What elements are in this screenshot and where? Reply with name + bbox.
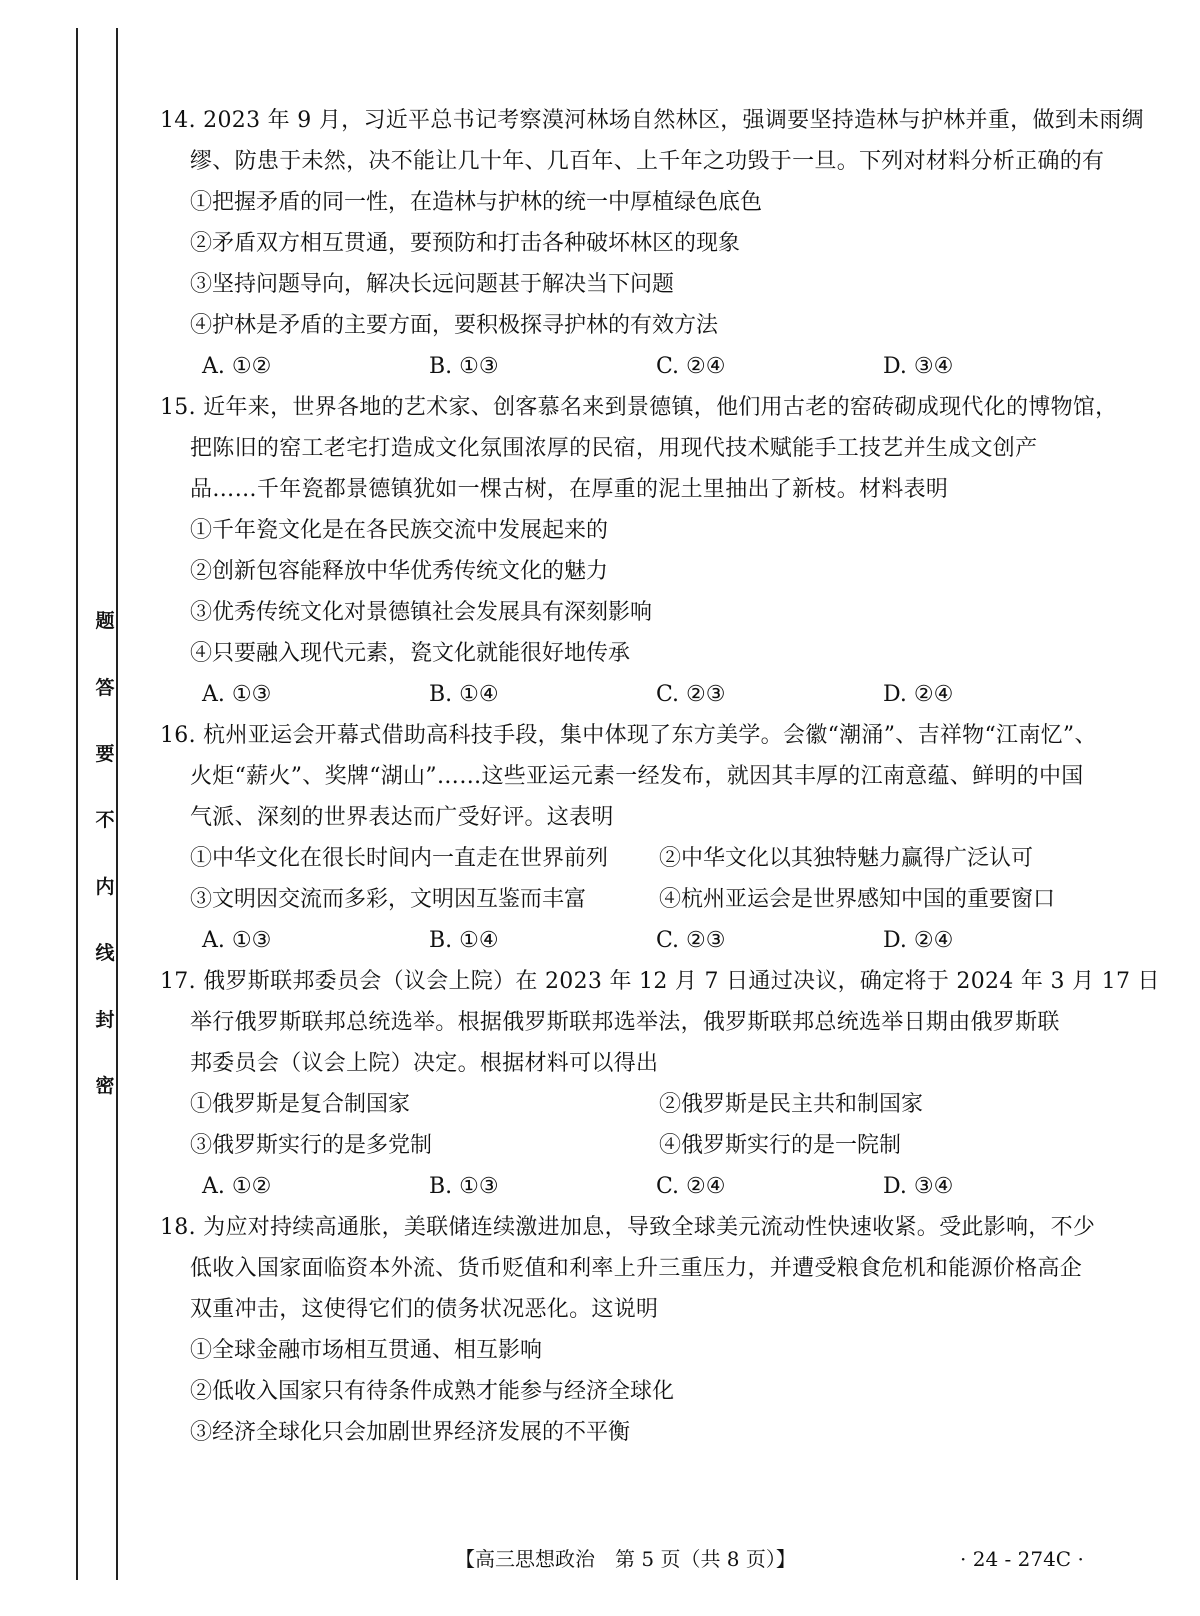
choice-a: A. ①② — [202, 354, 272, 379]
stem-line: 双重冲击，这使得它们的债务状况恶化。这说明 — [190, 1297, 659, 1322]
statement-option: ①把握矛盾的同一性，在造林与护林的统一中厚植绿色底色 — [190, 190, 763, 215]
stem-line: 14. 2023 年 9 月，习近平总书记考察漠河林场自然林区，强调要坚持造林与护林并重，做到未雨绸 — [160, 108, 1144, 133]
stem-line: 气派、深刻的世界表达而广受好评。这表明 — [190, 805, 614, 830]
statement-option: ②中华文化以其独特魅力赢得广泛认可 — [659, 846, 1034, 871]
seal-char: 内 — [95, 876, 115, 898]
choice-b: B. ①④ — [429, 928, 499, 953]
statement-option: ③俄罗斯实行的是多党制 — [190, 1133, 433, 1158]
choice-c: C. ②③ — [656, 928, 726, 953]
choice-d: D. ②④ — [883, 928, 954, 953]
seal-char: 密 — [95, 1075, 115, 1097]
question-list — [160, 100, 1160, 1453]
answer-choices — [160, 920, 1128, 961]
question-stem — [160, 1207, 1128, 1330]
seal-char: 答 — [95, 677, 115, 699]
answer-choices — [160, 674, 1128, 715]
stem-line: 低收入国家面临资本外流、货币贬值和利率上升三重压力，并遭受粮食危机和能源价格高企 — [190, 1256, 1083, 1281]
question-16 — [160, 715, 1128, 961]
seal-char: 封 — [95, 1009, 115, 1031]
stem-line: 把陈旧的窑工老宅打造成文化氛围浓厚的民宿，用现代技术赋能手工技艺并生成文创产 — [190, 436, 1038, 461]
choice-b: B. ①③ — [429, 354, 499, 379]
choice-b: B. ①④ — [429, 682, 499, 707]
statement-option: ①千年瓷文化是在各民族交流中发展起来的 — [190, 518, 609, 543]
question-17 — [160, 961, 1160, 1207]
statement-option: ①全球金融市场相互贯通、相互影响 — [190, 1338, 543, 1363]
statement-option: ①中华文化在很长时间内一直走在世界前列 — [190, 846, 609, 871]
statement-option: ④只要融入现代元素，瓷文化就能很好地传承 — [190, 641, 631, 666]
stem-line: 18. 为应对持续高通胀，美联储连续激进加息，导致全球美元流动性快速收紧。受此影响，不少 — [160, 1215, 1096, 1240]
seal-char: 不 — [95, 809, 115, 831]
statement-option: ③优秀传统文化对景德镇社会发展具有深刻影响 — [190, 600, 653, 625]
seal-char: 题 — [95, 610, 115, 632]
stem-line: 16. 杭州亚运会开幕式借助高科技手段，集中体现了东方美学。会徽“潮涌”、吉祥物“江南忆”、 — [160, 723, 1097, 748]
choice-a: A. ①② — [202, 1174, 272, 1199]
statement-option: ②俄罗斯是民主共和制国家 — [659, 1092, 924, 1117]
choice-d: D. ③④ — [883, 1174, 954, 1199]
stem-line: 15. 近年来，世界各地的艺术家、创客慕名来到景德镇，他们用古老的窑砖砌成现代化的博物馆， — [160, 395, 1118, 420]
choice-c: C. ②④ — [656, 1174, 726, 1199]
seal-char: 要 — [95, 743, 115, 765]
stem-line: 缪、防患于未然，决不能让几十年、几百年、上千年之功毁于一旦。下列对材料分析正确的有 — [190, 149, 1105, 174]
footer-exam-code: · 24 - 274C · — [960, 1547, 1084, 1571]
statement-option: ③文明因交流而多彩，文明因互鉴而丰富 — [190, 887, 587, 912]
statement-option: ④护林是矛盾的主要方面，要积极探寻护林的有效方法 — [190, 313, 719, 338]
statement-option: ②低收入国家只有待条件成熟才能参与经济全球化 — [190, 1379, 675, 1404]
choice-c: C. ②③ — [656, 682, 726, 707]
stem-line: 17. 俄罗斯联邦委员会（议会上院）在 2023 年 12 月 7 日通过决议，确定将于 2024 年 3 月 17 日 — [160, 969, 1160, 994]
answer-choices — [160, 1166, 1128, 1207]
seal-char: 线 — [95, 942, 115, 964]
statement-option: ①俄罗斯是复合制国家 — [190, 1092, 411, 1117]
statement-option: ③经济全球化只会加剧世界经济发展的不平衡 — [190, 1420, 631, 1445]
choice-d: D. ③④ — [883, 354, 954, 379]
statement-option: ④杭州亚运会是世界感知中国的重要窗口 — [659, 887, 1056, 912]
statement-option: ④俄罗斯实行的是一院制 — [659, 1133, 902, 1158]
question-14 — [160, 100, 1144, 387]
statement-option-row — [160, 838, 1128, 879]
statement-option-row — [160, 1084, 1128, 1125]
stem-line: 邦委员会（议会上院）决定。根据材料可以得出 — [190, 1051, 659, 1076]
choice-a: A. ①③ — [202, 928, 272, 953]
question-stem — [160, 715, 1128, 838]
stem-line: 举行俄罗斯联邦总统选举。根据俄罗斯联邦选举法，俄罗斯联邦总统选举日期由俄罗斯联 — [190, 1010, 1060, 1035]
question-stem — [160, 961, 1160, 1084]
statement-option-row — [160, 1125, 1128, 1166]
choice-b: B. ①③ — [429, 1174, 499, 1199]
footer-page-info: 【高三思想政治 第 5 页（共 8 页）】 — [455, 1547, 796, 1571]
question-18 — [160, 1207, 1128, 1453]
question-15 — [160, 387, 1128, 715]
choice-d: D. ②④ — [883, 682, 954, 707]
statement-option: ②矛盾双方相互贯通，要预防和打击各种破坏林区的现象 — [190, 231, 741, 256]
statement-option: ③坚持问题导向，解决长远问题甚于解决当下问题 — [190, 272, 675, 297]
choice-c: C. ②④ — [656, 354, 726, 379]
question-stem — [160, 100, 1144, 182]
question-stem — [160, 387, 1128, 510]
stem-line: 火炬“薪火”、奖牌“湖山”……这些亚运元素一经发布，就因其丰厚的江南意蕴、鲜明的中国 — [190, 764, 1084, 789]
stem-line: 品……千年瓷都景德镇犹如一棵古树，在厚重的泥土里抽出了新枝。材料表明 — [190, 477, 949, 502]
binding-line-inner — [116, 28, 118, 1580]
choice-a: A. ①③ — [202, 682, 272, 707]
binding-line-outer — [76, 28, 78, 1580]
statement-option: ②创新包容能释放中华优秀传统文化的魅力 — [190, 559, 609, 584]
statement-option-row — [160, 879, 1128, 920]
answer-choices — [160, 346, 1128, 387]
